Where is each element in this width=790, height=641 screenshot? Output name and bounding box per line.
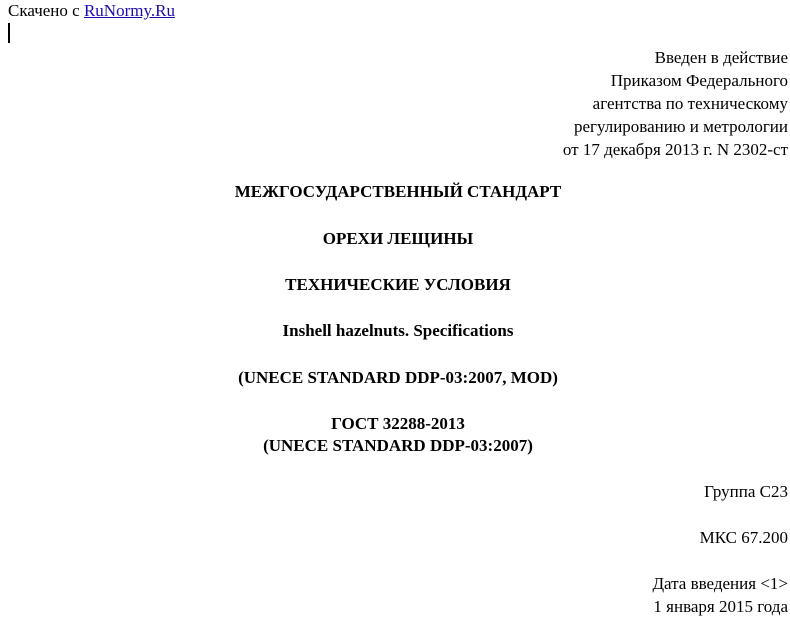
mks-code: МКС 67.200 [699,528,788,547]
text-cursor [8,23,10,43]
enactment-line: агентства по техническому [592,94,788,113]
enactment-line: регулированию и метрологии [573,117,788,136]
based-on-standard: (UNECE STANDARD DDP-03:2007, MOD) [238,368,558,387]
enactment-line: Приказом Федерального [610,71,788,90]
standard-designation: ГОСТ 32288-2013 [331,414,465,433]
classification-group: Группа С23 [704,482,788,501]
source-line [8,1,175,21]
standard-subtitle: ТЕХНИЧЕСКИЕ УСЛОВИЯ [285,275,511,294]
introduction-date: 1 января 2015 года [653,597,788,616]
enactment-line: от 17 декабря 2013 г. N 2302-ст [562,140,788,159]
enactment-line: Введен в действие [654,48,788,67]
introduction-date-label: Дата введения <1> [652,574,788,593]
english-title: Inshell hazelnuts. Specifications [282,321,514,340]
standard-designation-reference: (UNECE STANDARD DDP-03:2007) [263,436,533,455]
enactment-block [563,46,788,161]
source-link[interactable]: RuNormy.Ru [83,1,175,20]
standard-title: ОРЕХИ ЛЕЩИНЫ [322,229,474,248]
standard-type: МЕЖГОСУДАРСТВЕННЫЙ СТАНДАРТ [234,182,562,201]
source-prefix: Скачено с [8,1,80,20]
